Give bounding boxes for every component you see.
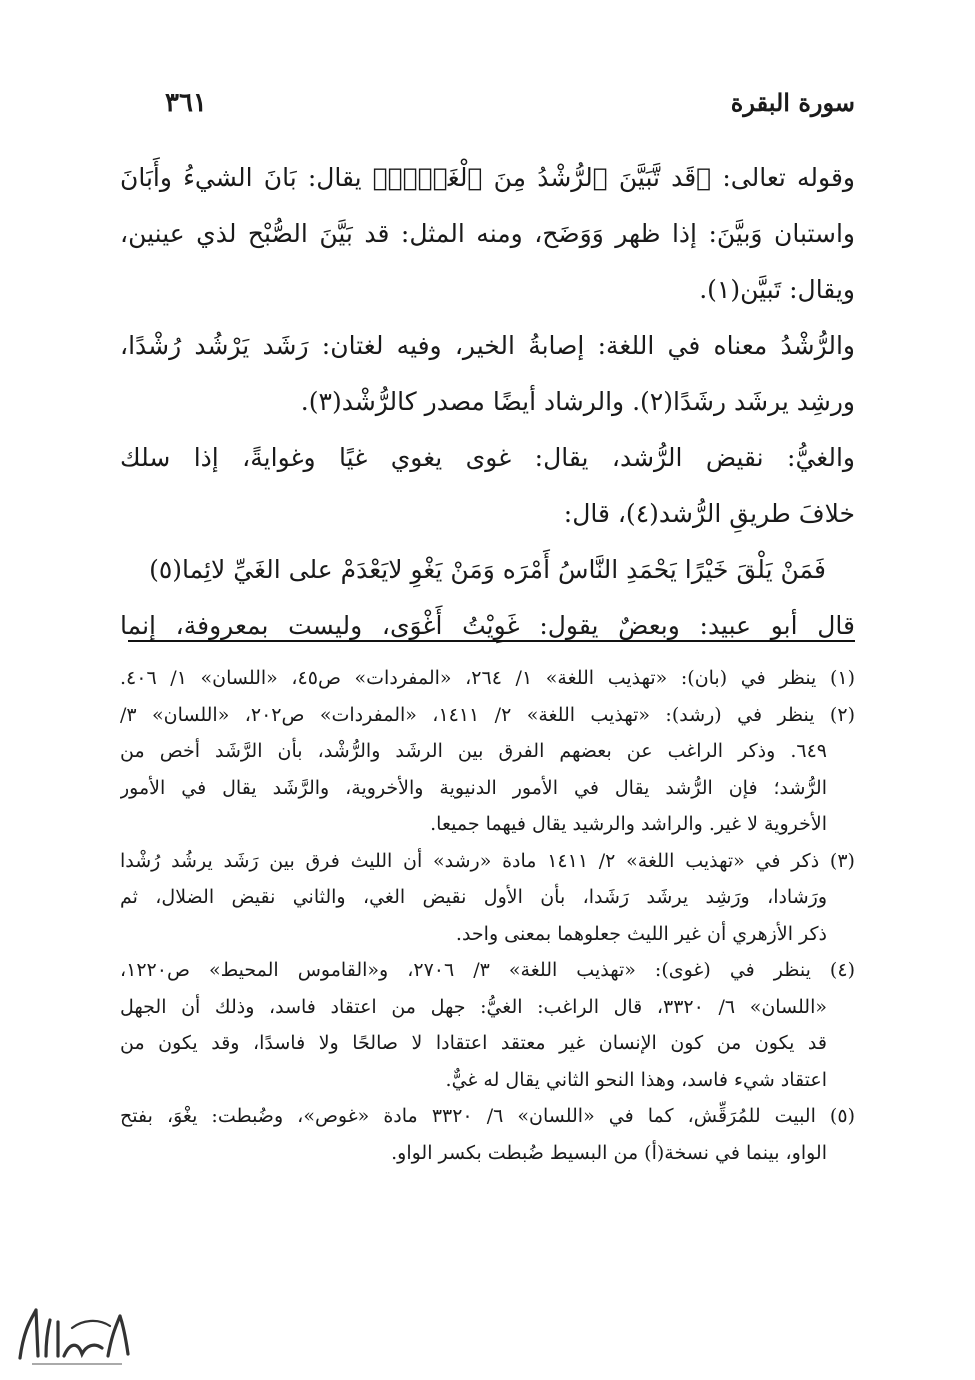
footnote-line: قد يكون من كون الإنسان غير معتقد اعتقادا لا صالحًا ولا فاسدًا، وقد يكون من	[120, 1032, 827, 1054]
footnote-line: (٤) ينظر في (غوى): «تهذيب اللغة» ٣/ ٢٧٠٦، و«القاموس المحيط» ص١٢٢٠،	[120, 959, 855, 981]
page-number: ٣٦١	[165, 88, 207, 118]
footnote-line: ٦٤٩. وذكر الراغب عن بعضهم الفرق بين الرشَد والرُّشْد، بأن الرَّشَد أخص من	[120, 740, 827, 762]
footnote-line: اعتقاد شيء فاسد، وهذا النحو الثاني يقال له غيٌّ.	[445, 1068, 827, 1091]
text-line: خلافَ طريقِ الرُّشد(٤)، قال:	[563, 499, 855, 528]
text-line: ورشِد يرشَد رشَدًا(٢). والرشاد أيضًا مصدر كالرُّشْد(٣).	[300, 387, 855, 416]
main-text	[120, 150, 855, 654]
footnote-line: «اللسان» ٦/ ٣٣٢٠، قال الراغب: الغيُّ: جهل من اعتقاد فاسد، وذلك أن الجهل	[120, 995, 827, 1018]
footnote-line: الواو، بينما في نسخة(أ) من البسيط ضُبطت بكسر الواو.	[391, 1141, 827, 1164]
footnote-line: الأخروية لا غير. والراشد والرشيد يقال فيهما جميعا.	[430, 813, 827, 835]
watermark-logo	[12, 1298, 137, 1368]
surah-title: سورة البقرة	[730, 88, 855, 117]
footnote-line: ورَشادا، ورَشِد يرشَد رَشَدا، بأن الأول نقيض الغي، والثاني نقيض الضلال، ثم	[120, 886, 827, 908]
text-line: واستبان وَبيَّنَ: إذا ظهر وَوَضَح، ومنه المثل: قد بَيَّنَ الصُّبْح لذي عينين،	[120, 219, 855, 248]
text-line: والغيُّ: نقيض الرُّشد، يقال: غوى يغوي غيًا وغوايةً، إذا سلك	[120, 443, 855, 472]
footnote-line: (٢) ينظر في (رشد): «تهذيب اللغة» ٢/ ١٤١١، «المفردات» ص٢٠٢، «اللسان» ٣/	[120, 703, 855, 726]
footnote-line: ذكر الأزهري أن غير الليث جعلوهما بمعنى واحد.	[455, 922, 827, 945]
footnote-line: (٥) البيت للمُرَقِّش، كما في «اللسان» ٦/ ٣٣٢٠ مادة «غوص»، وضُبطت: يغْوَ، بفتح	[120, 1105, 855, 1127]
text-line: ويقال: تَبيَّن(١).	[699, 275, 855, 304]
footnote-line: (١) ينظر في (بان): «تهذيب اللغة» ١/ ٢٦٤، «المفردات» ص٤٥، «اللسان» ١/ ٤٠٦.	[120, 667, 855, 689]
text-line: والرُّشْدُ معناه في اللغة: إصابةُ الخير، وفيه لغتان: رَشَد يَرْشُد رُشْدًا،	[120, 331, 855, 360]
footnotes	[120, 660, 855, 1171]
page-header	[165, 88, 855, 128]
footnote-line: الرُّشد؛ فإن الرُّشد يقال في الأمور الدنيوية والأخروية، والرَّشَد يقال في الأمور	[120, 776, 827, 799]
text-line: وقوله تعالى: ﴿قَد تَّبَيَّنَ ٱلرُّشْدُ مِنَ ٱلْغَيِّۚ﴾ يقال: بَانَ الشيءُ وأَبَانَ	[120, 163, 855, 192]
poetry-verse: فَمَنْ يَلْقَ خَيْرًا يَحْمَدِ النَّاسُ أَمْرَه وَمَنْ يَغْوِ لايَعْدَمْ على الغَيِّ لائِما(٥)	[149, 555, 826, 584]
footnote-separator	[128, 640, 855, 642]
text-line: قال أبو عبيد: وبعضٌ يقول: غَوِيْتُ أَغْوَى، وليست بمعروفة، إنما	[120, 611, 855, 640]
footnote-line: (٣) ذكر في «تهذيب اللغة» ٢/ ١٤١١ مادة «رشد» أن الليث فرق بين رَشَد يرشُد رُشْدا	[120, 849, 855, 872]
